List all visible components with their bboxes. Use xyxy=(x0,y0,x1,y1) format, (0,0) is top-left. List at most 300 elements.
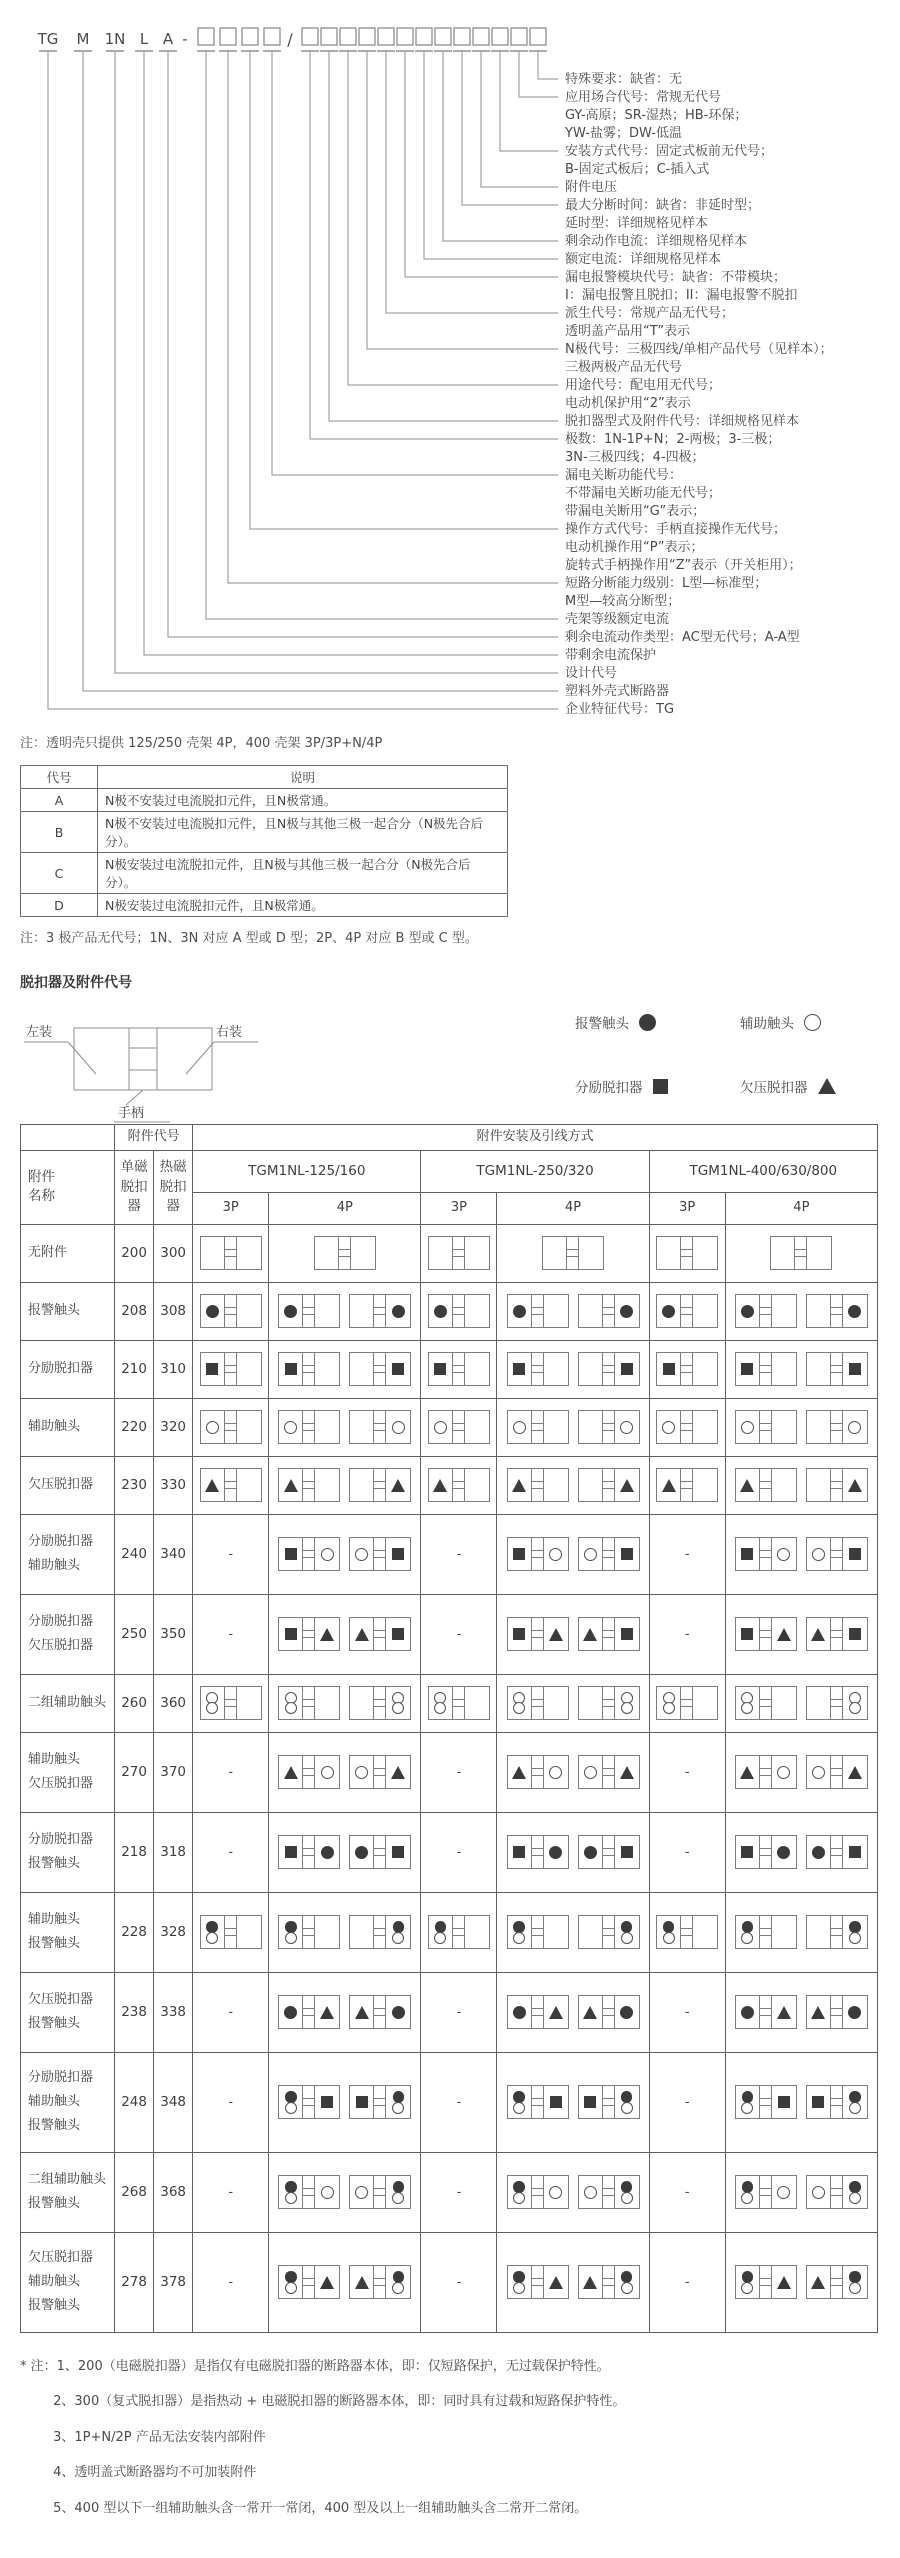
left-compartment xyxy=(350,1916,374,1948)
install-diagram-cell xyxy=(193,2232,269,2332)
right-compartment xyxy=(544,1687,568,1719)
breaker-diagram xyxy=(578,1686,640,1720)
model-code-box xyxy=(416,28,432,45)
accessory-name-line: 辅助触头 xyxy=(28,2274,81,2290)
aux-contact-symbol xyxy=(513,1421,526,1434)
undervoltage-release-symbol xyxy=(320,1628,334,1641)
callout-label: 应用场合代号：常规无代号 xyxy=(565,90,722,105)
callout-label: GY-高原；SR-湿热；HB-环保； xyxy=(565,108,748,123)
aux-contact-symbol xyxy=(804,1014,821,1031)
left-compartment xyxy=(736,1618,760,1650)
shunt-release-symbol xyxy=(513,1628,525,1640)
alarm-contact-symbol xyxy=(393,2091,405,2103)
aux-contact-symbol xyxy=(663,1932,675,1944)
aux-contact-symbol xyxy=(621,1702,633,1714)
alarm-aux-stacked-symbol xyxy=(392,2271,404,2294)
alarm-aux-stacked-symbol xyxy=(285,2091,297,2114)
model-designation-diagram xyxy=(20,0,880,722)
model-code-box xyxy=(242,28,258,45)
right-compartment xyxy=(772,1996,796,2028)
thermal-magnetic-header: 热磁脱扣器 xyxy=(154,1150,193,1224)
model-code-box xyxy=(454,28,470,45)
install-diagram-cell xyxy=(421,1594,497,1674)
accessory-row xyxy=(21,1674,878,1732)
handle-compartment xyxy=(374,1916,386,1948)
callout-label: 企业特征代号：TG xyxy=(565,702,675,717)
single-mag-code-cell: 250 xyxy=(115,1594,154,1674)
install-diagram-cell xyxy=(421,1972,497,2052)
install-diagram-cell xyxy=(269,1812,421,1892)
single-mag-code-cell: 278 xyxy=(115,2232,154,2332)
right-compartment xyxy=(772,2086,796,2118)
thermal-mag-code-cell: 350 xyxy=(154,1594,193,1674)
alarm-contact-symbol xyxy=(285,2181,297,2193)
right-compartment xyxy=(615,1916,639,1948)
callout-label: 3N-三极四线；4-四极； xyxy=(565,450,705,465)
aux-contact-symbol xyxy=(513,2102,525,2114)
left-compartment xyxy=(350,1469,374,1501)
accessory-name-line: 报警触头 xyxy=(28,1856,81,1872)
breaker-diagram xyxy=(735,1294,797,1328)
double-aux-symbol xyxy=(621,1693,633,1714)
left-compartment xyxy=(315,1237,339,1269)
breaker-diagram xyxy=(349,1468,411,1502)
install-diagram-cell xyxy=(193,1674,269,1732)
handle-compartment xyxy=(532,1538,544,1570)
alarm-contact-symbol xyxy=(513,1921,525,1933)
left-compartment xyxy=(201,1353,225,1385)
breaker-diagram xyxy=(578,1915,640,1949)
model-code-part: TG xyxy=(37,30,59,48)
handle-compartment xyxy=(681,1687,693,1719)
right-compartment xyxy=(386,2086,410,2118)
breaker-diagram xyxy=(507,1835,569,1869)
left-compartment xyxy=(579,1836,603,1868)
no-option-dash: - xyxy=(456,1626,462,1642)
undervoltage-release-symbol xyxy=(355,2276,369,2289)
right-compartment xyxy=(693,1469,717,1501)
aux-contact-symbol xyxy=(392,2192,404,2204)
undervoltage-release-symbol xyxy=(848,1766,862,1779)
alarm-contact-symbol xyxy=(620,2006,633,2019)
install-diagram-cell xyxy=(497,2052,649,2152)
handle-compartment xyxy=(225,1687,237,1719)
right-compartment xyxy=(386,2176,410,2208)
aux-contact-symbol xyxy=(285,2282,297,2294)
breaker-diagram xyxy=(656,1410,718,1444)
left-compartment xyxy=(429,1469,453,1501)
handle-compartment xyxy=(603,1916,615,1948)
right-compartment xyxy=(843,2086,867,2118)
handle-compartment xyxy=(831,1687,843,1719)
handle-compartment xyxy=(681,1469,693,1501)
breaker-diagram xyxy=(349,1686,411,1720)
right-compartment xyxy=(772,1916,796,1948)
handle-compartment xyxy=(303,1469,315,1501)
handle-compartment xyxy=(453,1353,465,1385)
breaker-diagram xyxy=(578,2265,640,2299)
accessory-row xyxy=(21,1282,878,1340)
left-compartment xyxy=(807,1916,831,1948)
right-compartment xyxy=(315,2086,339,2118)
right-compartment xyxy=(315,1411,339,1443)
left-compartment xyxy=(508,1618,532,1650)
left-compartment xyxy=(508,1996,532,2028)
pole-count-header: 3P xyxy=(649,1192,725,1224)
right-compartment xyxy=(843,1996,867,2028)
handle-compartment xyxy=(603,1756,615,1788)
right-compartment xyxy=(544,1618,568,1650)
left-compartment xyxy=(736,1469,760,1501)
callout-label: 透明盖产品用“T”表示 xyxy=(565,324,691,339)
breaker-diagram xyxy=(507,2085,569,2119)
accessory-name-cell xyxy=(21,1732,115,1812)
n-pole-code-cell: B xyxy=(21,812,98,853)
alarm-contact-symbol xyxy=(355,1846,368,1859)
breaker-diagram xyxy=(278,2265,340,2299)
left-compartment xyxy=(736,1996,760,2028)
breaker-diagram xyxy=(349,2085,411,2119)
accessory-name-cell xyxy=(21,1398,115,1456)
breaker-diagram xyxy=(278,1755,340,1789)
handle-compartment xyxy=(831,1538,843,1570)
alarm-contact-symbol xyxy=(741,1305,754,1318)
aux-contact-symbol xyxy=(812,1548,825,1561)
right-compartment xyxy=(386,1836,410,1868)
left-compartment xyxy=(201,1469,225,1501)
breaker-diagram xyxy=(578,1617,640,1651)
left-compartment xyxy=(807,1836,831,1868)
callout-label: 安装方式代号：固定式板前无代号； xyxy=(565,144,774,159)
single-mag-code-cell: 220 xyxy=(115,1398,154,1456)
right-compartment xyxy=(693,1295,717,1327)
callout-label: 延时型：详细规格见样本 xyxy=(565,216,709,231)
model-code-box xyxy=(511,28,527,45)
aux-contact-symbol xyxy=(513,1932,525,1944)
breaker-diagram xyxy=(507,1537,569,1571)
left-compartment xyxy=(350,2086,374,2118)
alarm-aux-stacked-symbol xyxy=(513,2271,525,2294)
alarm-aux-stacked-symbol xyxy=(434,1921,446,1944)
breaker-diagram xyxy=(578,1294,640,1328)
aux-contact-symbol xyxy=(584,2186,597,2199)
alarm-contact-symbol xyxy=(777,1846,790,1859)
install-diagram-cell xyxy=(421,1456,497,1514)
right-compartment xyxy=(615,2266,639,2298)
install-diagram-cell xyxy=(725,1340,877,1398)
single-mag-code-cell: 270 xyxy=(115,1732,154,1812)
handle-compartment xyxy=(603,2266,615,2298)
right-compartment xyxy=(843,1353,867,1385)
aux-contact-symbol xyxy=(812,2186,825,2199)
alarm-aux-stacked-symbol xyxy=(849,2091,861,2114)
aux-contact-symbol xyxy=(849,1702,861,1714)
left-compartment xyxy=(508,1295,532,1327)
breaker-diagram xyxy=(278,2175,340,2209)
accessory-name-cell xyxy=(21,1892,115,1972)
handle-compartment xyxy=(303,1538,315,1570)
callout-label: 旋转式手柄操作用“Z”表示（开关柜用）； xyxy=(565,558,802,573)
breaker-diagram xyxy=(349,1915,411,1949)
install-diagram-cell xyxy=(421,1812,497,1892)
double-aux-symbol xyxy=(392,1693,404,1714)
breaker-diagram xyxy=(507,1352,569,1386)
alarm-contact-symbol xyxy=(621,2181,633,2193)
right-compartment xyxy=(772,1469,796,1501)
undervoltage-release-symbol xyxy=(740,1479,754,1492)
left-compartment xyxy=(736,1916,760,1948)
left-compartment xyxy=(807,1538,831,1570)
accessory-row xyxy=(21,2152,878,2232)
right-compartment xyxy=(544,1836,568,1868)
n-pole-code-table xyxy=(20,765,508,917)
alarm-contact-symbol xyxy=(513,2271,525,2283)
breaker-diagram xyxy=(349,1835,411,1869)
callout-label: 极数：1N-1P+N；2-两极；3-三极； xyxy=(565,432,781,447)
right-compartment xyxy=(772,1353,796,1385)
section-heading-trip-unit-accessory-codes: 脱扣器及附件代号 xyxy=(20,975,132,991)
breaker-diagram xyxy=(200,1236,262,1270)
alarm-aux-stacked-symbol xyxy=(849,2181,861,2204)
breaker-diagram xyxy=(349,1537,411,1571)
legend-item xyxy=(740,1012,900,1032)
alarm-aux-stacked-symbol xyxy=(285,1921,297,1944)
callout-line xyxy=(272,51,558,475)
aux-contact-symbol xyxy=(284,1421,297,1434)
alarm-aux-stacked-symbol xyxy=(392,2181,404,2204)
handle-compartment xyxy=(225,1295,237,1327)
accessory-code-header: 附件代号 xyxy=(115,1125,193,1151)
model-code-separator: - xyxy=(182,30,188,48)
breaker-diagram xyxy=(507,1686,569,1720)
left-compartment xyxy=(350,1756,374,1788)
left-compartment xyxy=(350,1538,374,1570)
thermal-mag-code-cell: 340 xyxy=(154,1514,193,1594)
n-pole-desc-cell: N极安装过电流脱扣元件，且N极常通。 xyxy=(98,894,508,917)
aux-contact-symbol xyxy=(206,1932,218,1944)
accessory-name-cell xyxy=(21,1282,115,1340)
install-diagram-cell xyxy=(193,1340,269,1398)
alarm-contact-symbol xyxy=(812,1846,825,1859)
n-pole-table-header-row xyxy=(21,766,508,789)
left-compartment xyxy=(508,2086,532,2118)
double-aux-symbol xyxy=(849,1693,861,1714)
breaker-diagram xyxy=(428,1915,490,1949)
accessory-name-cell xyxy=(21,1972,115,2052)
install-diagram-cell xyxy=(193,1812,269,1892)
right-compartment xyxy=(615,1353,639,1385)
n-pole-table-row xyxy=(21,894,508,917)
thermal-mag-code-cell: 338 xyxy=(154,1972,193,2052)
breaker-diagram xyxy=(507,1995,569,2029)
shunt-release-symbol xyxy=(741,1628,753,1640)
left-compartment xyxy=(350,1687,374,1719)
header-line: 名称 xyxy=(28,1188,55,1205)
alarm-contact-symbol xyxy=(663,1921,675,1933)
n-pole-table-note: 注：3 极产品无代号；1N、3N 对应 A 型或 D 型；2P、4P 对应 B 型或 C 型。 xyxy=(20,931,478,946)
handle-compartment xyxy=(532,2266,544,2298)
single-mag-code-cell: 240 xyxy=(115,1514,154,1594)
handle-compartment xyxy=(374,1836,386,1868)
aux-contact-symbol xyxy=(662,1421,675,1434)
install-diagram-cell xyxy=(649,1732,725,1812)
install-diagram-cell xyxy=(193,1224,269,1282)
breaker-diagram xyxy=(735,1352,797,1386)
handle-label: 手柄 xyxy=(118,1106,145,1121)
undervoltage-release-symbol xyxy=(777,1628,791,1641)
breaker-diagram xyxy=(349,1410,411,1444)
breaker-diagram xyxy=(806,1352,868,1386)
accessory-name-line: 报警触头 xyxy=(28,2118,81,2134)
right-compartment xyxy=(315,2266,339,2298)
frame-availability-note: 注：透明壳只提供 125/250 壳架 4P，400 壳架 3P/3P+N/4P xyxy=(20,736,383,751)
breaker-diagram xyxy=(578,2175,640,2209)
accessory-name-line: 辅助触头 xyxy=(28,1912,81,1928)
aux-contact-symbol xyxy=(741,1702,753,1714)
aux-contact-symbol xyxy=(741,2102,753,2114)
single-mag-code-cell: 268 xyxy=(115,2152,154,2232)
left-compartment xyxy=(807,2176,831,2208)
left-compartment xyxy=(201,1916,225,1948)
accessory-row xyxy=(21,1594,878,1674)
undervoltage-release-symbol xyxy=(662,1479,676,1492)
undervoltage-release-symbol xyxy=(320,2006,334,2019)
install-diagram-cell xyxy=(269,2052,421,2152)
breaker-diagram xyxy=(806,1995,868,2029)
callout-label: 操作方式代号：手柄直接操作无代号； xyxy=(565,522,787,537)
shunt-release-symbol xyxy=(849,1846,861,1858)
breaker-diagram xyxy=(428,1686,490,1720)
accessory-name-line: 辅助触头 xyxy=(28,2094,81,2110)
breaker-diagram xyxy=(278,2085,340,2119)
breaker-diagram xyxy=(656,1236,718,1270)
model-code-box xyxy=(321,28,337,45)
install-diagram-cell xyxy=(193,1282,269,1340)
right-compartment xyxy=(386,1295,410,1327)
handle-compartment xyxy=(532,1295,544,1327)
install-diagram-cell xyxy=(193,1456,269,1514)
install-diagram-cell xyxy=(649,1224,725,1282)
left-compartment xyxy=(579,1411,603,1443)
thermal-mag-code-cell: 320 xyxy=(154,1398,193,1456)
install-diagram-cell xyxy=(269,1340,421,1398)
install-diagram-cell xyxy=(497,1398,649,1456)
alarm-contact-symbol xyxy=(392,2006,405,2019)
breaker-diagram xyxy=(278,1410,340,1444)
accessory-name-line: 辅助触头 xyxy=(28,1558,81,1574)
right-compartment xyxy=(615,1618,639,1650)
shunt-release-symbol xyxy=(513,1548,525,1560)
accessory-name-line: 分励脱扣器 xyxy=(28,1534,94,1550)
single-mag-code-cell: 248 xyxy=(115,2052,154,2152)
shunt-release-symbol xyxy=(849,1628,861,1640)
right-compartment xyxy=(544,2266,568,2298)
undervoltage-release-symbol xyxy=(848,1479,862,1492)
install-diagram-cell xyxy=(725,1594,877,1674)
right-compartment xyxy=(615,1687,639,1719)
right-compartment xyxy=(315,1756,339,1788)
right-compartment xyxy=(237,1237,261,1269)
accessory-row xyxy=(21,1224,878,1282)
aux-contact-symbol xyxy=(206,1421,219,1434)
left-compartment xyxy=(508,1916,532,1948)
aux-contact-symbol xyxy=(849,1932,861,1944)
handle-compartment xyxy=(303,1916,315,1948)
breaker-diagram xyxy=(278,1352,340,1386)
single-mag-code-cell: 200 xyxy=(115,1224,154,1282)
install-diagram-cell xyxy=(421,1398,497,1456)
install-diagram-cell xyxy=(649,1812,725,1892)
left-compartment xyxy=(279,1836,303,1868)
accessory-name-line: 分励脱扣器 xyxy=(28,2070,94,2086)
footnote-line: * 注：1、200（电磁脱扣器）是指仅有电磁脱扣器的断路器本体，即：仅短路保护，无过载保护特性。 xyxy=(20,2358,610,2374)
handle-compartment xyxy=(225,1411,237,1443)
callout-label: 壳架等级额定电流 xyxy=(565,612,670,627)
left-compartment xyxy=(807,1618,831,1650)
breaker-diagram xyxy=(507,1755,569,1789)
left-compartment xyxy=(279,1469,303,1501)
right-compartment xyxy=(315,2176,339,2208)
model-code-box xyxy=(492,28,508,45)
handle-compartment xyxy=(681,1411,693,1443)
footnotes xyxy=(20,2357,880,2519)
install-diagram-cell xyxy=(421,2052,497,2152)
install-diagram-cell xyxy=(497,1732,649,1812)
double-aux-symbol xyxy=(741,1693,753,1714)
model-code-box xyxy=(302,28,318,45)
callout-line xyxy=(500,51,558,151)
breaker-diagram xyxy=(578,1468,640,1502)
handle-compartment xyxy=(760,1756,772,1788)
right-compartment xyxy=(772,1756,796,1788)
install-diagram-cell xyxy=(193,1514,269,1594)
handle-compartment xyxy=(303,1996,315,2028)
aux-contact-symbol xyxy=(392,2282,404,2294)
left-compartment xyxy=(350,1411,374,1443)
handle-compartment xyxy=(831,1836,843,1868)
alarm-aux-stacked-symbol xyxy=(513,1921,525,1944)
handle-compartment xyxy=(831,1916,843,1948)
install-diagram-cell xyxy=(497,1514,649,1594)
shunt-release-symbol xyxy=(392,1548,404,1560)
callout-line xyxy=(310,51,558,439)
model-code-box xyxy=(340,28,356,45)
handle-compartment xyxy=(453,1916,465,1948)
handle-compartment xyxy=(532,2086,544,2118)
right-compartment xyxy=(772,1295,796,1327)
breaker-diagram xyxy=(278,1995,340,2029)
left-compartment xyxy=(350,1836,374,1868)
footnote-line: 5、400 型以下一组辅助触头含一常开一常闭，400 型及以上一组辅助触头含二常开二常闭。 xyxy=(53,2500,588,2516)
aux-contact-symbol xyxy=(549,1766,562,1779)
undervoltage-release-symbol xyxy=(811,1628,825,1641)
handle-compartment xyxy=(760,1538,772,1570)
right-compartment xyxy=(386,1538,410,1570)
double-aux-symbol xyxy=(206,1693,218,1714)
left-compartment xyxy=(771,1237,795,1269)
accessory-name-line: 辅助触头 xyxy=(28,1752,81,1768)
accessory-name-cell xyxy=(21,2232,115,2332)
install-diagram-cell xyxy=(725,1732,877,1812)
right-compartment xyxy=(843,2266,867,2298)
shunt-release-symbol xyxy=(285,1846,297,1858)
breaker-diagram xyxy=(806,1537,868,1571)
accessory-legend xyxy=(575,1012,900,1096)
handle-compartment xyxy=(532,1836,544,1868)
right-compartment xyxy=(843,1916,867,1948)
install-diagram-cell xyxy=(649,1514,725,1594)
left-compartment xyxy=(657,1295,681,1327)
